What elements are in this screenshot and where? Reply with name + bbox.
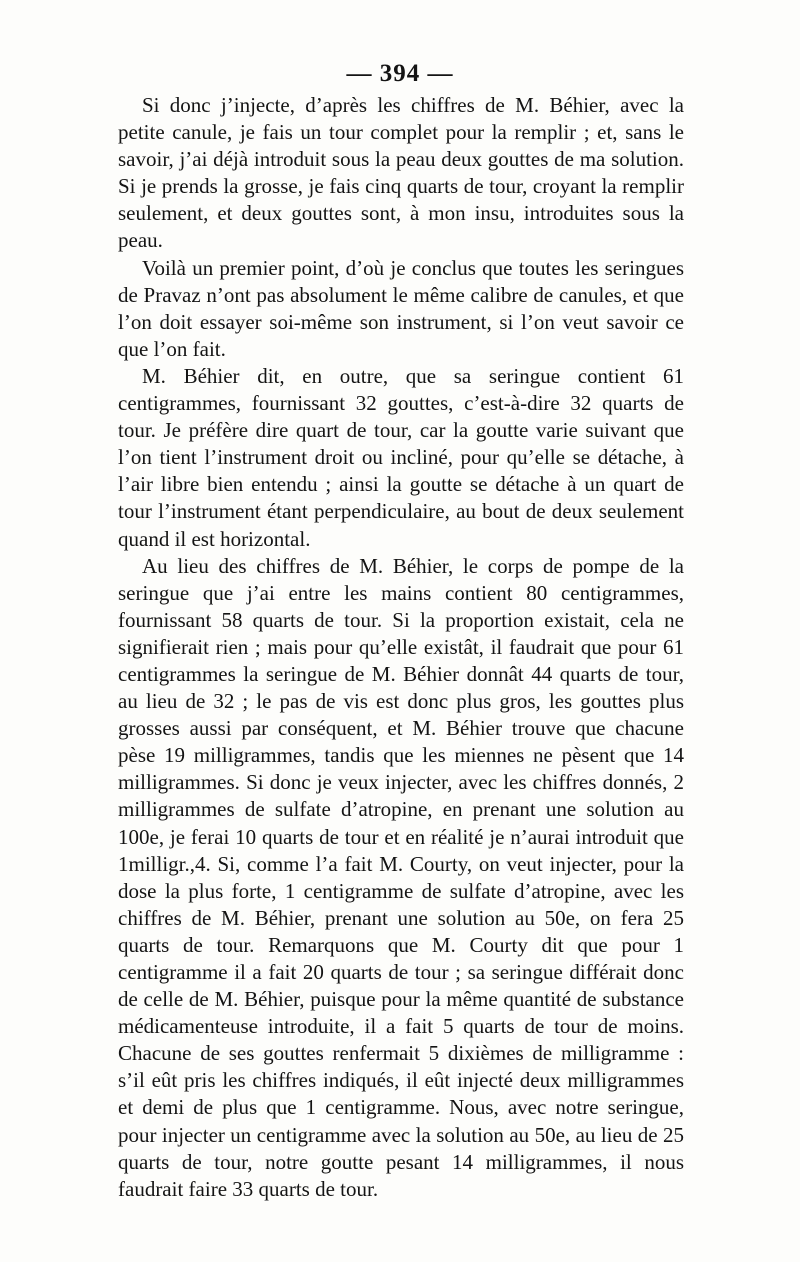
paragraph-2: Voilà un premier point, d’où je conclus que toutes les seringues de Pravaz n’ont pas absolument le même calibre de canules, et que l’on doit essayer soi-même son instrument, si l’on veut savoir ce que l’on fait.	[118, 255, 684, 361]
paragraph-1: Si donc j’injecte, d’après les chiffres de M. Béhier, avec la petite canule, je fais un tour complet pour la remplir ; et, sans le savoir, j’ai déjà introduit sous la peau deux gouttes de ma solution. Si je prends la grosse, je fais cinq quarts de tour, croyant la remplir seulement, et deux gouttes sont, à mon insu, introduites sous la peau.	[118, 93, 684, 253]
paragraph-3: M. Béhier dit, en outre, que sa seringue contient 61 centigrammes, fournissant 32 gouttes, c’est-à-dire 32 quarts de tour. Je préfère dire quart de tour, car la goutte varie suivant que l’on tient l’instrument droit ou incliné, pour qu’elle se détache, à l’air libre bien entendu ; ainsi la goutte se détache à un quart de tour l’instrument étant perpendiculaire, au bout de deux seulement quand il est horizontal.	[118, 363, 684, 551]
paragraph-4: Au lieu des chiffres de M. Béhier, le corps de pompe de la seringue que j’ai entre les mains contient 80 centigrammes, fournissant 58 quarts de tour. Si la proportion existait, cela ne signifierait rien ; mais pour qu’elle existât, il faudrait que pour 61 centigrammes la seringue de M. Béhier donnât 44 quarts de tour, au lieu de 32 ; le pas de vis est donc plus gros, les gouttes plus grosses aussi par conséquent, et M. Béhier trouve que chacune pèse 19 milligrammes, tandis que les miennes ne pèsent que 14 milligrammes. Si donc je veux injecter, avec les chiffres donnés, 2 milligrammes de sulfate d’atropine, en prenant une solution au 100e, je ferai 10 quarts de tour et en réalité je n’aurai introduit que 1milligr.,4. Si, comme l’a fait M. Courty, on veut injecter, pour la dose la plus forte, 1 centigramme de sulfate d’atropine, avec les chiffres de M. Béhier, prenant une solution au 50e, on fera 25 quarts de tour. Remarquons que M. Courty dit que pour 1 centigramme il a fait 20 quarts de tour ; sa seringue différait donc de celle de M. Béhier, puisque pour la même quantité de substance médicamenteuse introduite, il a fait 5 quarts de tour de moins. Chacune de ses gouttes renfermait 5 dixièmes de milligramme : s’il eût pris les chiffres indiqués, il eût injecté deux milligrammes et demi de plus que 1 centigramme. Nous, avec notre seringue, pour injecter un centigramme avec la solution au 50e, au lieu de 25 quarts de tour, notre goutte pesant 14 milligrammes, il nous faudrait faire 33 quarts de tour.	[118, 553, 684, 1201]
body-text	[118, 92, 684, 1203]
page-number: — 394 —	[346, 60, 454, 87]
